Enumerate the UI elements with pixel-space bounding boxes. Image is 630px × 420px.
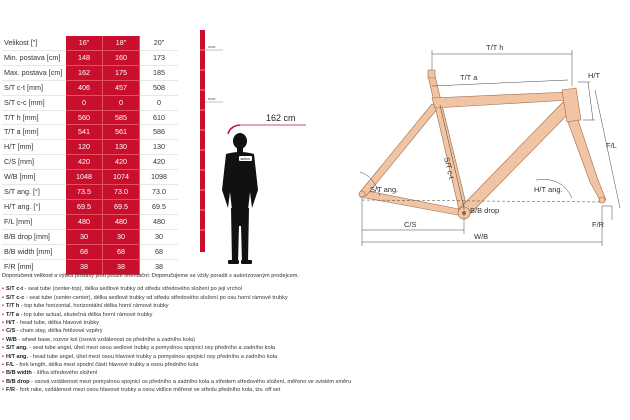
size-value-2: 457 — [103, 80, 140, 95]
rear-dropout — [359, 191, 365, 197]
note-text: - seat tube (center-center), délka sedlové trubky od středu středového složení po osu horní rámové trubky — [24, 294, 288, 301]
note-text: - seat tube (center-top), délka sedlové trubky od středu středového složení po její vrchol — [23, 286, 242, 293]
table-row — [2, 95, 178, 110]
label-seat-tube-ct: S/T c-t — [442, 156, 457, 180]
row-label: S/T c-t [mm] — [2, 80, 66, 95]
size-value-2: 420 — [103, 155, 140, 170]
size-value-1: 162 — [66, 65, 103, 80]
size-value-3: 20" — [140, 36, 179, 50]
note-text: - osová vzdálenost mezi pomyslnou spojnicí os předního a zadního kola a středem středového složení, měřeno ve svislém směru — [29, 378, 352, 385]
label-head-tube: H/T — [588, 71, 601, 80]
size-value-2: 175 — [103, 65, 140, 80]
row-label: C/S [mm] — [2, 155, 66, 170]
size-value-2: 130 — [103, 140, 140, 155]
scale-max-label: max — [208, 44, 216, 49]
note-term: S/T c-t — [5, 286, 24, 293]
size-value-2: 18" — [103, 36, 140, 50]
bullet-icon: • — [2, 286, 4, 293]
note-text: - fork rake, vzdálenost mezi osou hlavové trubky a osou vidlice měřené ve středu předního kola, tzv. off set — [14, 387, 281, 394]
note-item — [2, 294, 622, 302]
bullet-icon: • — [2, 294, 4, 301]
row-label: H/T ang. [°] — [2, 199, 66, 214]
bullet-icon: • — [2, 370, 4, 377]
size-value-2: 561 — [103, 125, 140, 140]
size-value-1: 0 — [66, 95, 103, 110]
size-value-1: 148 — [66, 50, 103, 65]
size-value-2: 38 — [103, 259, 140, 274]
size-value-3: 586 — [140, 125, 179, 140]
note-term: C/S — [5, 328, 16, 335]
note-item — [2, 386, 622, 394]
bullet-icon: • — [2, 303, 4, 310]
rider-logo-text: author — [240, 157, 251, 161]
size-value-1: 68 — [66, 244, 103, 259]
row-label: Velikost ["] — [2, 36, 66, 50]
size-value-1: 73.5 — [66, 185, 103, 200]
size-value-1: 480 — [66, 214, 103, 229]
size-value-1: 38 — [66, 259, 103, 274]
size-value-3: 480 — [140, 214, 179, 229]
row-label: F/R [mm] — [2, 259, 66, 274]
size-value-3: 185 — [140, 65, 179, 80]
note-term: B/B width — [5, 370, 32, 377]
size-value-3: 1098 — [140, 170, 179, 185]
note-text: - šířka středového složení — [31, 370, 98, 377]
frame-geometry-diagram — [340, 30, 630, 255]
table-row — [2, 199, 178, 214]
note-text: - seat tube angel, úhel mezi osou sedlové trubky a pomyslnou spojnicí osy předního a zadního kola — [27, 345, 275, 352]
label-tt-horizontal: T/T h — [486, 43, 504, 52]
table-row — [2, 155, 178, 170]
note-term: B/B drop — [5, 378, 30, 385]
label-seat-tube-angle: S/T ang. — [370, 185, 399, 194]
row-label: B/B width [mm] — [2, 244, 66, 259]
note-item — [2, 378, 622, 386]
size-value-2: 30 — [103, 229, 140, 244]
size-value-3: 130 — [140, 140, 179, 155]
row-label: T/T h [mm] — [2, 110, 66, 125]
table-row — [2, 185, 178, 200]
note-term: T/T h — [5, 303, 20, 310]
row-label: S/T ang. [°] — [2, 185, 66, 200]
size-value-1: 1048 — [66, 170, 103, 185]
size-value-3: 610 — [140, 110, 179, 125]
row-label: Min. postava [cm] — [2, 50, 66, 65]
note-term: H/T — [5, 320, 15, 327]
table-row — [2, 125, 178, 140]
bullet-icon: • — [2, 320, 4, 327]
note-item — [2, 361, 622, 369]
frame-tubes — [360, 70, 606, 216]
size-value-2: 0 — [103, 95, 140, 110]
label-wheelbase: W/B — [474, 232, 489, 241]
size-value-2: 480 — [103, 214, 140, 229]
size-value-3: 69.5 — [140, 199, 179, 214]
row-label: B/B drop [mm] — [2, 229, 66, 244]
note-term: S/T ang. — [5, 345, 28, 352]
size-value-3: 68 — [140, 244, 179, 259]
label-tt-actual: T/T a — [460, 73, 478, 82]
table-row — [2, 140, 178, 155]
note-term: F/L — [5, 362, 15, 369]
notes-list — [2, 285, 622, 394]
rider-silhouette — [222, 133, 258, 264]
bullet-icon: • — [2, 311, 4, 318]
note-text: - top tube horizontal, horizontální délka horní rámové trubky — [19, 303, 169, 310]
note-term: W/B — [5, 336, 17, 343]
table-header-row — [2, 36, 178, 50]
geometry-table — [2, 36, 178, 275]
bullet-icon: • — [2, 336, 4, 343]
size-value-3: 173 — [140, 50, 179, 65]
size-value-2: 68 — [103, 244, 140, 259]
size-value-1: 541 — [66, 125, 103, 140]
bullet-icon: • — [2, 378, 4, 385]
size-value-3: 38 — [140, 259, 179, 274]
row-label: T/T a [mm] — [2, 125, 66, 140]
note-item — [2, 336, 622, 344]
table-row — [2, 80, 178, 95]
size-value-2: 160 — [103, 50, 140, 65]
bullet-icon: • — [2, 353, 4, 360]
size-value-3: 73.0 — [140, 185, 179, 200]
row-label: S/T c-c [mm] — [2, 95, 66, 110]
row-label: F/L [mm] — [2, 214, 66, 229]
size-value-3: 508 — [140, 80, 179, 95]
bullet-icon: • — [2, 345, 4, 352]
size-value-2: 73.0 — [103, 185, 140, 200]
size-value-3: 30 — [140, 229, 179, 244]
geometry-notes — [2, 272, 622, 395]
size-value-2: 69.5 — [103, 199, 140, 214]
note-item — [2, 353, 622, 361]
label-bb-drop: B/B drop — [470, 206, 500, 215]
note-item — [2, 302, 622, 310]
bullet-icon: • — [2, 387, 4, 394]
note-item — [2, 327, 622, 335]
note-text: - wheel base, rozvor kol (osová vzdálenost os předního a zadního kola) — [16, 336, 196, 343]
row-label: H/T [mm] — [2, 140, 66, 155]
row-label: Max. postava [cm] — [2, 65, 66, 80]
note-text: - head tube, délka hlavové trubky — [14, 320, 99, 327]
table-row — [2, 244, 178, 259]
size-value-1: 420 — [66, 155, 103, 170]
note-text: - head tube angel, úhel mezi osou hlavové trubky a pomyslnou spojnicí osy předního a zadního kola — [28, 353, 278, 360]
size-value-1: 120 — [66, 140, 103, 155]
size-value-3: 0 — [140, 95, 179, 110]
note-term: T/T a — [5, 311, 20, 318]
note-item — [2, 285, 622, 293]
label-chain-stay: C/S — [404, 220, 417, 229]
table-row — [2, 229, 178, 244]
size-value-1: 69.5 — [66, 199, 103, 214]
note-item — [2, 344, 622, 352]
note-term: F/R — [5, 387, 15, 394]
row-label: W/B [mm] — [2, 170, 66, 185]
height-label: 162 cm — [266, 113, 296, 123]
bullet-icon: • — [2, 328, 4, 335]
size-value-1: 16" — [66, 36, 103, 50]
label-fork-length: F/L — [606, 141, 617, 150]
table-row — [2, 170, 178, 185]
note-text: - fork length, délka mezi spodní částí hlavové trubky a osou předního kola — [14, 362, 199, 369]
height-marker-arc — [228, 125, 240, 134]
notes-intro: Doporučená velikost a výška postavy jsou pouze orientační. Doporučujeme se vždy poradit s autorizovaným prodejcem. — [2, 273, 299, 279]
note-term: H/T ang. — [5, 353, 29, 360]
table-row — [2, 214, 178, 229]
table-row — [2, 50, 178, 65]
note-item — [2, 369, 622, 377]
size-value-3: 420 — [140, 155, 179, 170]
label-head-tube-angle: H/T ang. — [534, 185, 563, 194]
size-value-1: 406 — [66, 80, 103, 95]
size-value-1: 30 — [66, 229, 103, 244]
rider-height-figure — [178, 30, 328, 270]
table-row — [2, 65, 178, 80]
note-text: - chain stay, délka řetězové vzpěry — [15, 328, 103, 335]
size-value-2: 1074 — [103, 170, 140, 185]
size-value-2: 585 — [103, 110, 140, 125]
size-value-1: 560 — [66, 110, 103, 125]
note-term: S/T c-c — [5, 294, 25, 301]
note-item — [2, 319, 622, 327]
note-item — [2, 311, 622, 319]
note-text: - top tube actual, skutečná délka horní rámové trubky — [19, 311, 153, 318]
label-fork-rake: F/R — [592, 220, 605, 229]
bullet-icon: • — [2, 362, 4, 369]
height-scale-bar — [200, 30, 205, 252]
scale-mid-label: max — [208, 96, 216, 101]
table-row — [2, 110, 178, 125]
